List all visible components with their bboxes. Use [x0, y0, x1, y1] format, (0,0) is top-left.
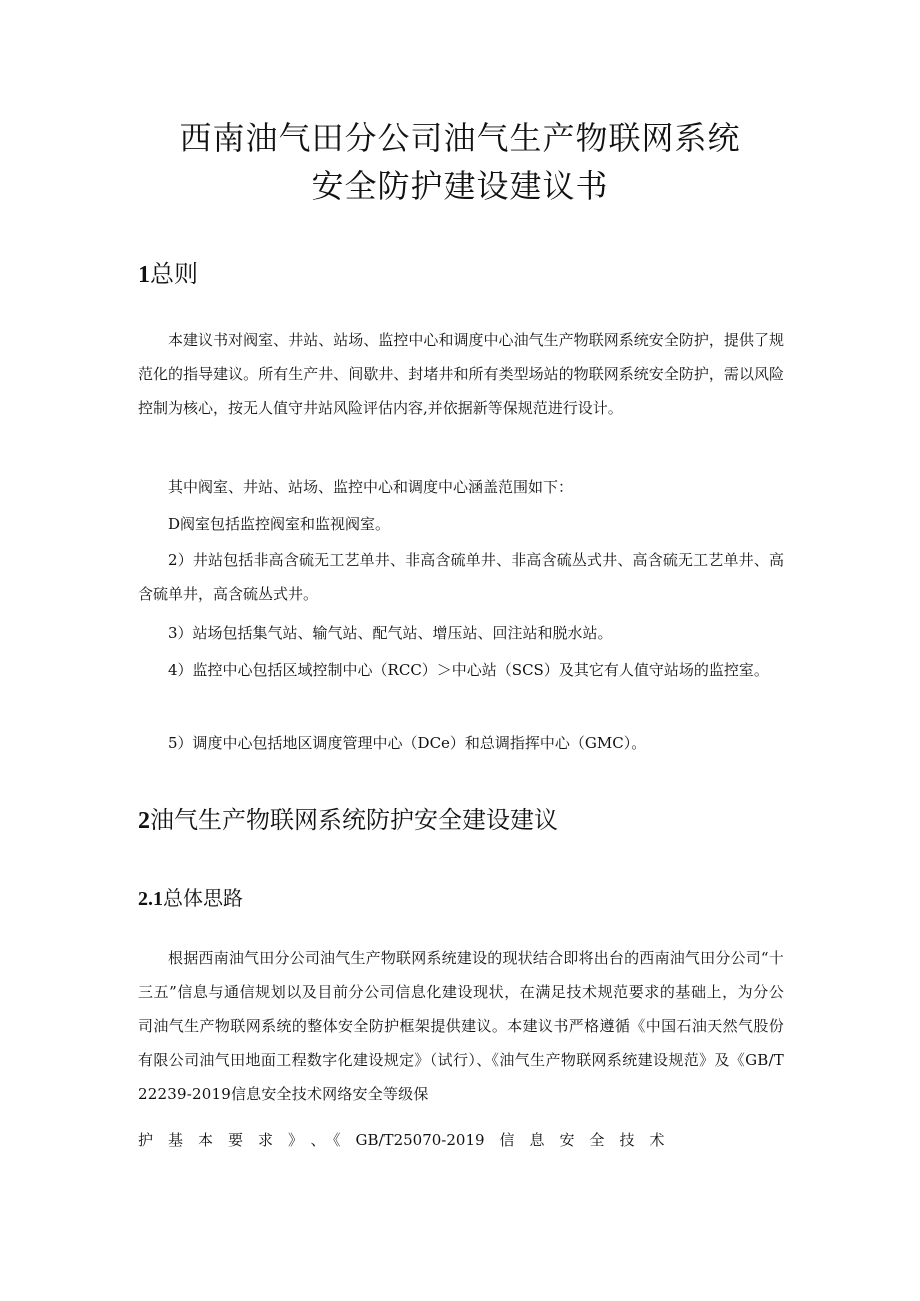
section2-1-title: 总体思路 — [163, 886, 243, 910]
section1-paragraph-scope: 其中阀室、井站、站场、监控中心和调度中心涵盖范围如下： — [168, 478, 574, 496]
section2-1-paragraph-tail: 护 基 本 要 求 》 、 《 GB/T25070-2019 信 息 安 全 技 术 — [138, 1131, 665, 1149]
section1-heading — [138, 258, 198, 291]
document-title-line2: 安全防护建设建议书 — [311, 167, 609, 205]
section1-list-item-4: 4）监控中心包括区域控制中心（RCC）＞中心站（SCS）及其它有人值守站场的监控室。 — [168, 661, 769, 679]
section2-1-number: 2.1 — [138, 888, 163, 910]
section2-1-heading — [138, 884, 243, 913]
section1-number: 1 — [138, 262, 150, 288]
section1-paragraph-intro: 本建议书对阀室、井站、站场、监控中心和调度中心油气生产物联网系统安全防护，提供了规范化的指导建议。所有生产井、间歇井、封堵井和所有类型场站的物联网系统安全防护，需以风险控制为核心，按无人值守井站风险评估内容,并依据新等保规范进行设计。 — [138, 331, 784, 417]
section2-title: 油气生产物联网系统防护安全建设建议 — [150, 806, 558, 834]
section2-heading — [138, 804, 558, 837]
section1-title: 总则 — [150, 260, 198, 288]
document-title-line1: 西南油气田分公司油气生产物联网系统 — [179, 119, 741, 157]
section1-list-item-3: 3）站场包括集气站、输气站、配气站、增压站、回注站和脱水站。 — [168, 624, 613, 642]
section2-1-paragraph: 根据西南油气田分公司油气生产物联网系统建设的现状结合即将出台的西南油气田分公司“十三五”信息与通信规划以及目前分公司信息化建设现状，在满足技术规范要求的基础上，为分公司油气生产物联网系统的整体安全防护框架提供建议。本建议书严格遵循《中国石油天然气股份有限公司油气田地面工程数字化建设规定》（试行）、《油气生产物联网系统建设规范》及《GB/T22239-2019信息安全技术网络安全等级保 — [138, 949, 784, 1103]
section1-list-item-5: 5）调度中心包括地区调度管理中心（DCe）和总调指挥中心（GMC）。 — [168, 734, 647, 752]
section1-list-item-2: 2）井站包括非高含硫无工艺单井、非高含硫单井、非高含硫丛式井、高含硫无工艺单井、高含硫单井，高含硫丛式井。 — [138, 551, 784, 603]
section1-list-item-1: D阀室包括监控阀室和监视阀室。 — [168, 515, 391, 533]
section2-number: 2 — [138, 808, 150, 834]
